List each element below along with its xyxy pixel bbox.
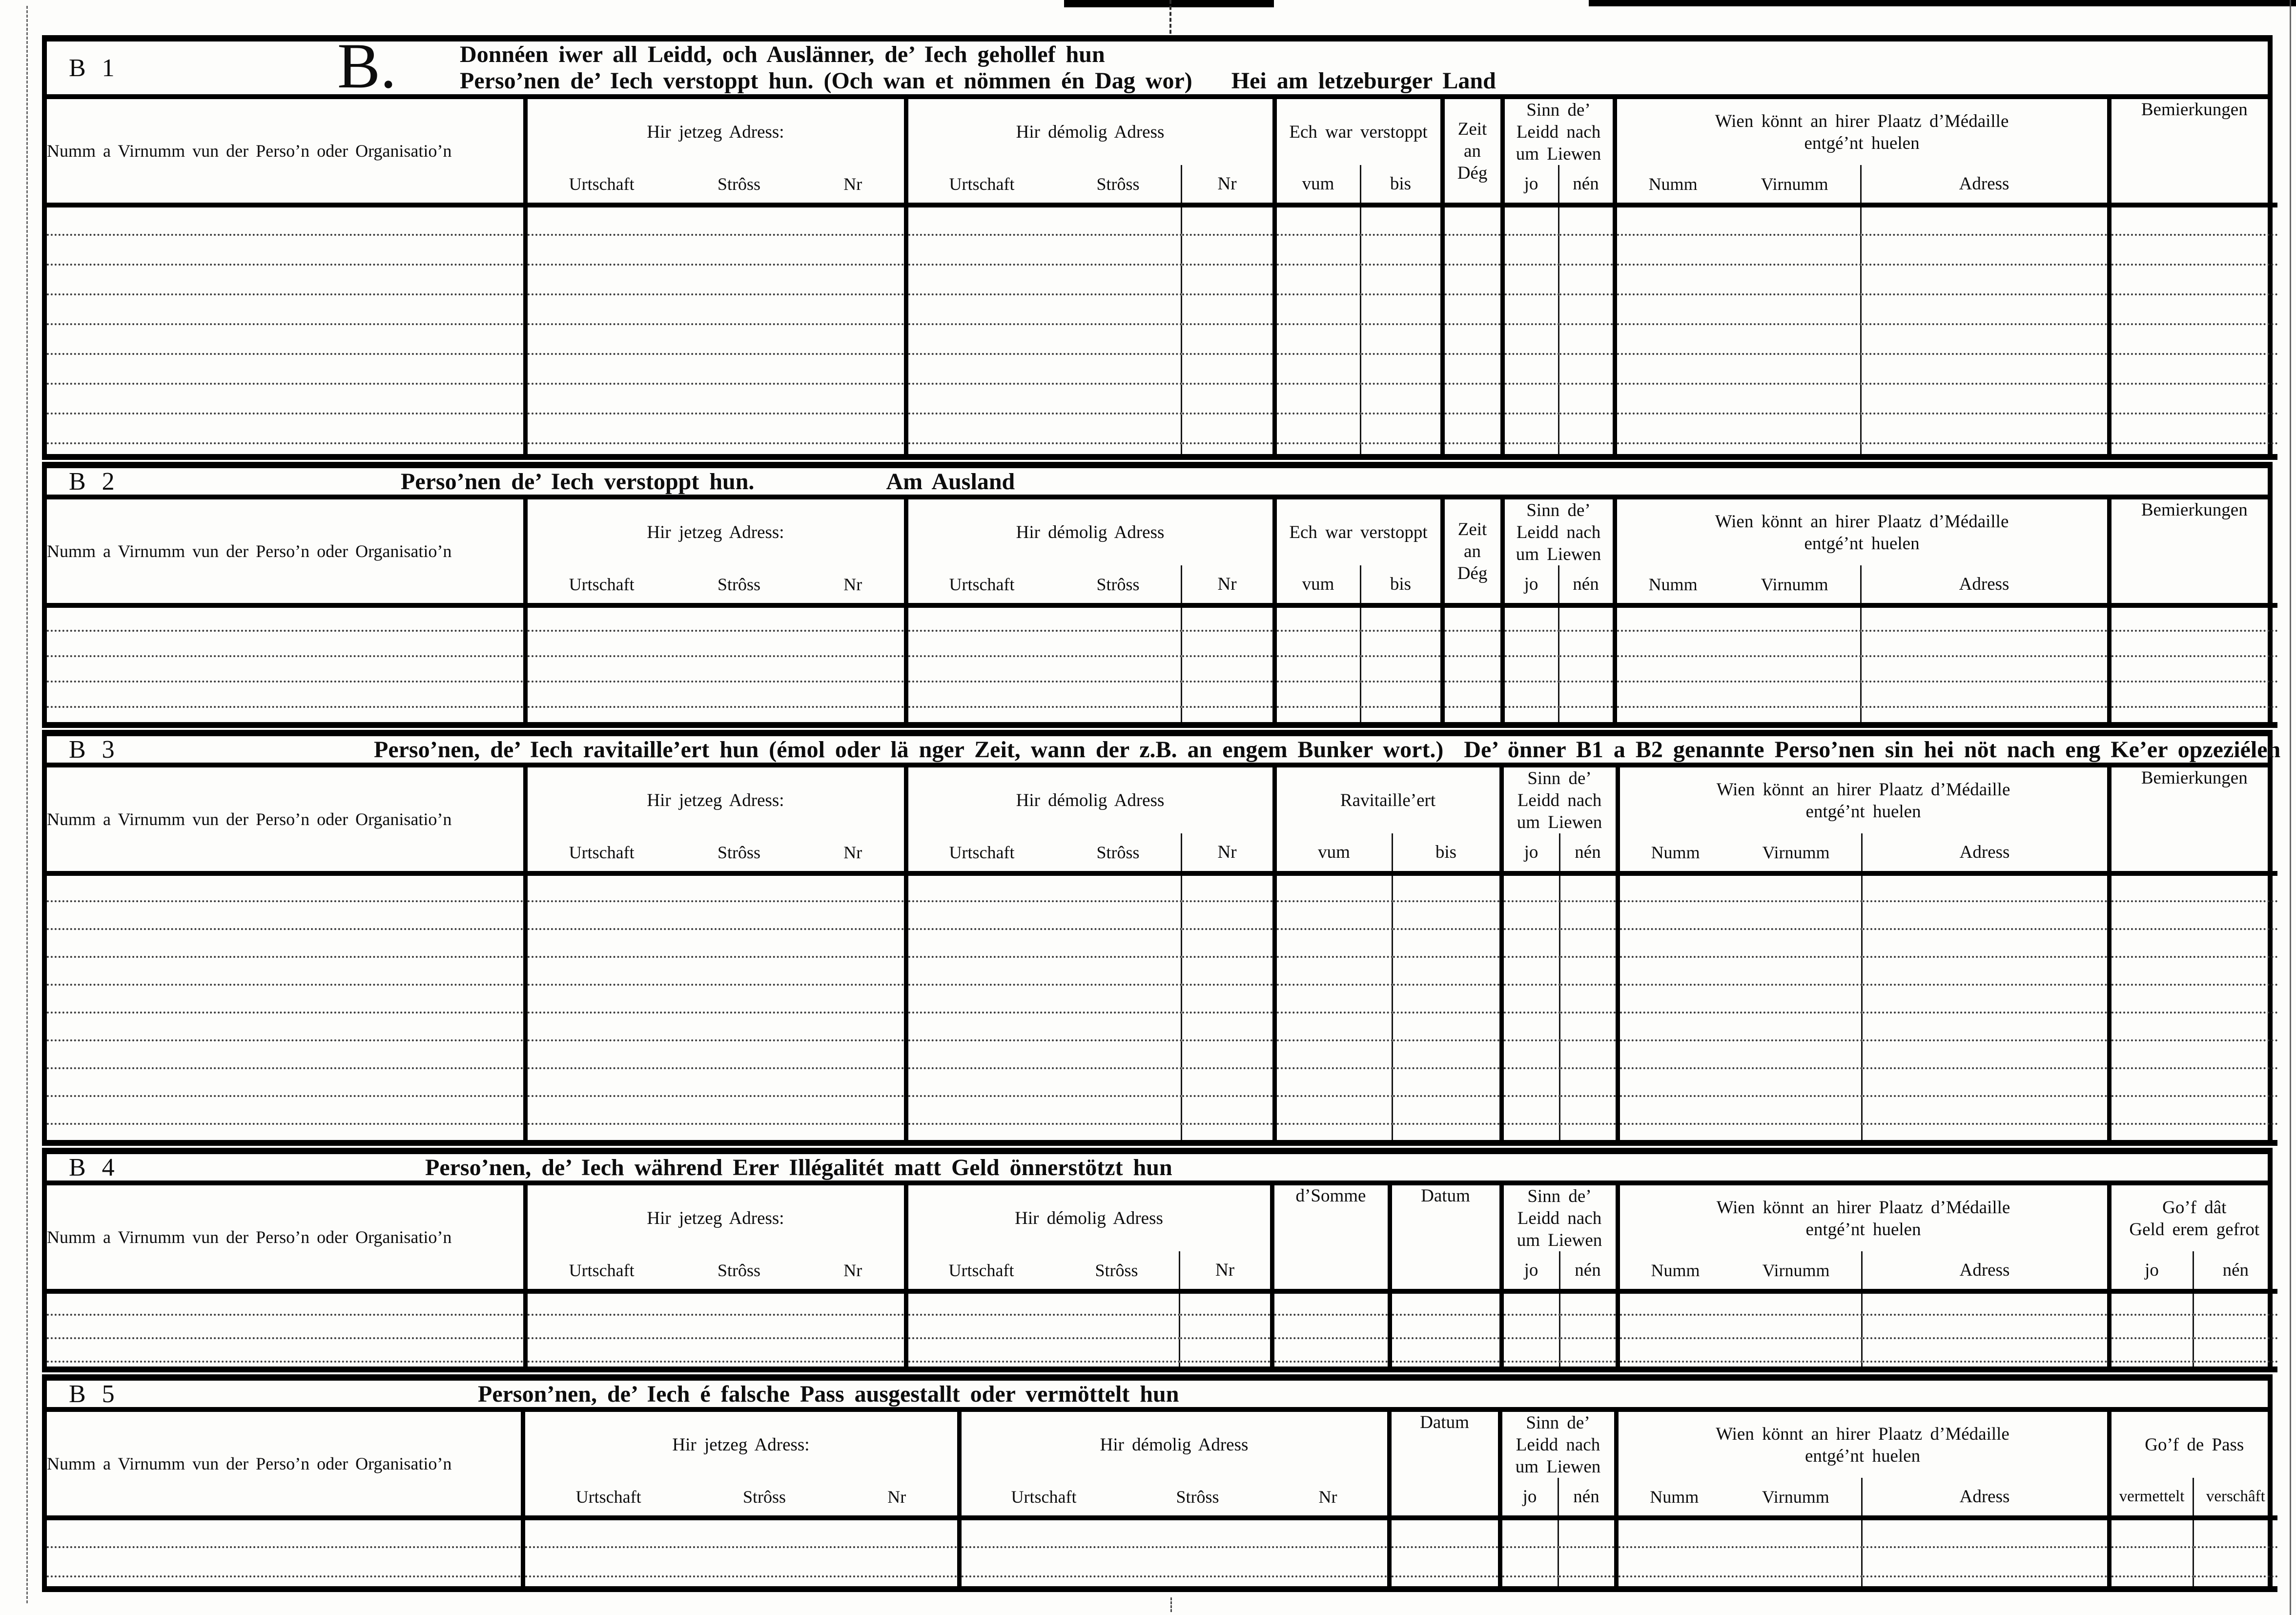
section-b5 [42,1374,2273,1592]
col-supplied-header: Ravitaille’ert [1274,767,1501,833]
table-row [47,354,2277,384]
section-code: B 4 [69,1153,120,1181]
section-b4-table [47,1185,2277,1372]
section-b5-titlebar [47,1374,2268,1412]
col-medal-header: Wien könnt an hirer Plaatz d’Médaille entgé’nt huelen [1618,1185,2109,1251]
col-remarks-header: Bemierkungen [2109,99,2277,205]
table-row [47,294,2277,324]
sub-header-address: Urtschaft Strôss Nr [525,1251,906,1291]
section-b3-titlebar [47,730,2281,767]
sub-header-numm-virnumm: Numm Virnumm [1618,833,1862,873]
table-row [47,957,2277,985]
table-row [47,1013,2277,1040]
sub-header-address: Urtschaft Strôss [906,1251,1179,1291]
table-row [47,929,2277,957]
section-b1-table [47,99,2277,460]
section-b3-table [47,767,2277,1146]
section-b2-titlebar [47,462,2268,499]
sub-header-address: Urtschaft Strôss [906,833,1181,873]
section-code: B 1 [69,54,120,82]
table-row [47,235,2277,265]
section-title-note: Hei am letzeburger Land [1231,68,1496,94]
col-medal-header: Wien könnt an hirer Plaatz d’Médaille entgé’nt huelen [1615,99,2109,165]
col-former-address-header: Hir démolig Adress [906,1185,1272,1251]
table-row [47,384,2277,414]
col-current-address-header: Hir jetzeg Adress: [523,1412,959,1478]
sub-header-adress: Adress [1861,165,2109,205]
section-title-note: De’ önner B1 a B2 genannte Perso’nen sin hei nöt nach eng Ke’er opzeziélen [1464,736,2281,763]
section-title: Perso’nen, de’ Iech ravitaille’ert hun (émol oder lä nger Zeit, wann der z.B. an engem Bunker wort.) [374,736,1444,763]
col-alive-header: Sinn de’ Leidd nach um Liewen [1501,767,1618,833]
col-duration-header: Zeit an Dég [1442,99,1502,205]
col-alive-header: Sinn de’ Leidd nach um Liewen [1502,499,1615,565]
sub-header-address: Urtschaft Strôss Nr [959,1478,1389,1518]
sub-header-jo: jo [1501,833,1559,873]
col-amount-header: d’Somme [1272,1185,1390,1291]
col-date-header: Datum [1389,1412,1500,1518]
section-title-line2: Perso’nen de’ Iech verstoppt hun. (Och wan et nömmen én Dag wor) Hei am letzeburger Land [460,68,1496,94]
sub-header-address: Urtschaft Strôss [906,565,1181,605]
section-title [460,41,1496,94]
col-date-header: Datum [1390,1185,1501,1291]
sub-header-nen: nén [1558,565,1615,605]
sub-header-numm-virnumm: Numm Virnumm [1615,565,1861,605]
table-row [47,205,2277,235]
scan-right-edge-line [2290,0,2291,1615]
col-name-header: Numm a Virnumm vun der Perso’n oder Organisatio’n [47,99,525,205]
sub-header-adress: Adress [1862,1478,2109,1518]
col-remarks-header: Bemierkungen [2109,767,2277,873]
sub-header-adress: Adress [1861,565,2109,605]
table-row [47,1096,2277,1124]
section-code: B 5 [69,1380,120,1408]
sub-header-nen: nén [1559,1251,1618,1291]
section-code: B 2 [69,467,120,496]
col-former-address-header: Hir démolig Adress [906,499,1274,565]
col-hidden-header: Ech war verstoppt [1274,499,1442,565]
section-b1-titlebar [47,30,2268,102]
table-row [47,443,2277,457]
sub-header-nr: Nr [1179,1251,1272,1291]
sub-header-nen: nén [1558,165,1615,205]
section-title-note: Am Ausland [886,468,1015,495]
col-current-address-header: Hir jetzeg Adress: [525,767,906,833]
table-row [47,707,2277,725]
sub-header-nen: nén [2193,1251,2277,1291]
col-pass-header: Go’f de Pass [2109,1412,2277,1478]
col-duration-header: Zeit an Dég [1442,499,1502,605]
section-b4-titlebar [47,1148,2268,1185]
table-row [47,631,2277,656]
col-current-address-header: Hir jetzeg Adress: [525,99,906,165]
table-row [47,1338,2277,1362]
sub-header-address: Urtschaft Strôss Nr [525,565,906,605]
sub-header-jo: jo [1502,165,1558,205]
col-former-address-header: Hir démolig Adress [906,767,1274,833]
table-row [47,1068,2277,1096]
col-current-address-header: Hir jetzeg Adress: [525,499,906,565]
col-hidden-header: Ech war verstoppt [1274,99,1442,165]
table-row [47,1362,2277,1369]
table-row [47,656,2277,682]
col-name-header: Numm a Virnumm vun der Perso’n oder Organisatio’n [47,1412,523,1518]
table-row [47,1040,2277,1068]
table-row [47,1124,2277,1143]
sub-header-nen: nén [1558,1478,1616,1518]
sub-header-address: Urtschaft Strôss Nr [525,833,906,873]
section-title: Perso’nen, de’ Iech während Erer Illégalitét matt Geld önnerstötzt hun [425,1154,1172,1180]
sub-header-jo: jo [1500,1478,1558,1518]
col-alive-header: Sinn de’ Leidd nach um Liewen [1500,1412,1616,1478]
sub-header-vum: vum [1274,165,1360,205]
col-former-address-header: Hir démolig Adress [906,99,1274,165]
sub-header-jo: jo [1502,565,1558,605]
questionnaire-form [42,30,2281,1592]
col-medal-header: Wien könnt an hirer Plaatz d’Médaille entgé’nt huelen [1615,499,2109,565]
table-row [47,985,2277,1013]
sub-header-vum: vum [1274,833,1392,873]
sub-header-numm-virnumm: Numm Virnumm [1616,1478,1862,1518]
scan-left-edge-line [26,6,28,1603]
sub-header-verschaft: verschâft [2193,1478,2277,1518]
col-medal-header: Wien könnt an hirer Plaatz d’Médaille entgé’nt huelen [1616,1412,2109,1478]
table-row [47,605,2277,631]
sub-header-numm-virnumm: Numm Virnumm [1615,165,1861,205]
sub-header-address: Urtschaft Strôss Nr [525,165,906,205]
sub-header-address: Urtschaft Strôss Nr [523,1478,959,1518]
sub-header-nr: Nr [1181,165,1274,205]
form-letter: B. [337,30,397,102]
sub-header-nr: Nr [1181,565,1274,605]
sub-header-address: Urtschaft Strôss [906,165,1181,205]
table-row [47,1547,2277,1576]
section-b2 [42,462,2273,728]
section-title: Perso’nen de’ Iech verstoppt hun. [401,468,755,495]
table-row [47,324,2277,354]
section-b2-table [47,499,2277,728]
sub-header-nen: nén [1559,833,1618,873]
sub-header-adress: Adress [1862,833,2109,873]
table-row [47,873,2277,901]
table-row [47,901,2277,929]
col-remarks-header: Bemierkungen [2109,499,2277,605]
sub-header-jo: jo [1501,1251,1559,1291]
col-name-header: Numm a Virnumm vun der Perso’n oder Organisatio’n [47,1185,525,1291]
section-b4 [42,1148,2273,1372]
scan-top-edge-artifact [1589,0,2296,6]
col-medal-header: Wien könnt an hirer Plaatz d’Médaille entgé’nt huelen [1618,767,2109,833]
table-row [47,1518,2277,1547]
section-b3 [42,730,2281,1146]
table-row [47,265,2277,294]
table-row [47,1315,2277,1338]
section-b1 [42,30,2273,460]
col-name-header: Numm a Virnumm vun der Perso’n oder Organisatio’n [47,499,525,605]
col-current-address-header: Hir jetzeg Adress: [525,1185,906,1251]
section-code: B 3 [69,735,120,764]
sub-header-bis: bis [1360,565,1442,605]
col-alive-header: Sinn de’ Leidd nach um Liewen [1502,99,1615,165]
sub-header-jo: jo [2109,1251,2193,1291]
col-alive-header: Sinn de’ Leidd nach um Liewen [1501,1185,1618,1251]
sub-header-vum: vum [1274,565,1360,605]
sub-header-adress: Adress [1862,1251,2109,1291]
table-row [47,1576,2277,1589]
sub-header-numm-virnumm: Numm Virnumm [1618,1251,1862,1291]
section-title-line1: Donnéen iwer all Leidd, och Auslänner, de’ Iech gehollef hun [460,41,1105,67]
sub-header-bis: bis [1360,165,1442,205]
table-row [47,414,2277,443]
col-former-address-header: Hir démolig Adress [959,1412,1389,1478]
fold-crease-line [1170,1597,1172,1612]
sub-header-nr: Nr [1181,833,1274,873]
scan-top-edge-artifact [1064,0,1274,7]
sub-header-vermettelt: vermettelt [2109,1478,2193,1518]
section-b5-table [47,1412,2277,1592]
col-money-returned-header: Go’f dât Geld erem gefrot [2109,1185,2277,1251]
table-row [47,1291,2277,1315]
table-row [47,682,2277,707]
section-title: Person’nen, de’ Iech é falsche Pass ausgestallt oder vermöttelt hun [478,1381,1179,1407]
col-name-header: Numm a Virnumm vun der Perso’n oder Organisatio’n [47,767,525,873]
sub-header-bis: bis [1392,833,1501,873]
